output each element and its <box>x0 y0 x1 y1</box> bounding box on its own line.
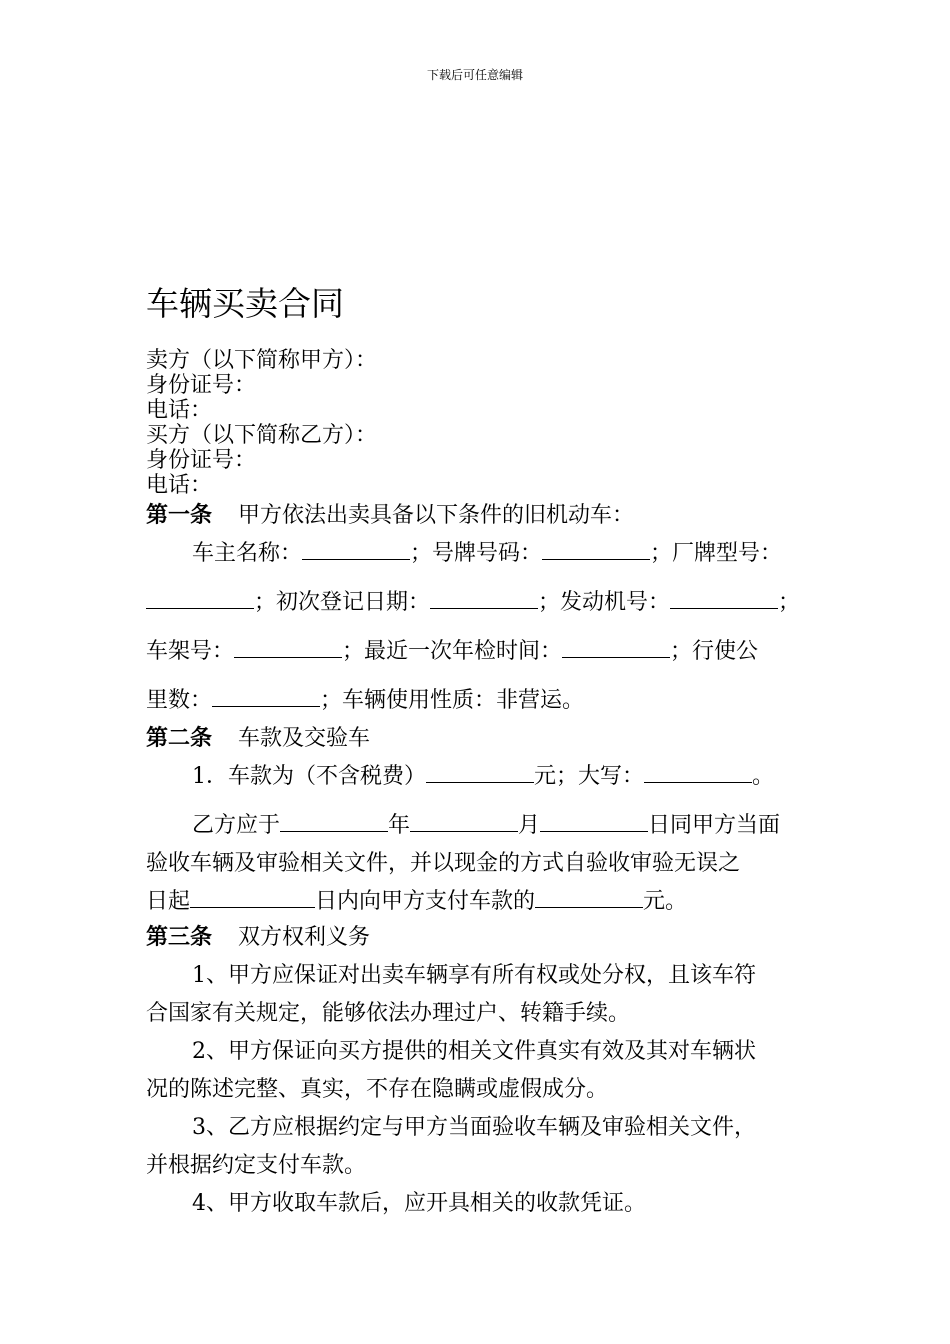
usage-nature-text: ；车辆使用性质：非营运。 <box>320 688 585 713</box>
owner-name-label: 车主名称： <box>192 541 303 566</box>
seller-phone-line: 电话： <box>146 398 213 423</box>
model-label: ；厂牌型号： <box>650 541 783 566</box>
year-blank <box>280 813 388 832</box>
buyer-line: 买方（以下简称乙方）： <box>146 423 378 448</box>
mileage-blank <box>212 688 320 707</box>
month-blank <box>410 813 518 832</box>
day-text: 日同甲方当面 <box>648 813 781 838</box>
first-registration-label: ；初次登记日期： <box>254 590 431 615</box>
month-label: 月 <box>518 813 541 838</box>
article-1-line-2 <box>146 585 800 616</box>
article-1-line-3 <box>146 634 758 665</box>
price-uppercase-label: 元；大写： <box>534 764 645 789</box>
day-blank <box>540 813 648 832</box>
mileage-label-cont: 里数： <box>146 688 213 713</box>
article-3-line-4: 况的陈述完整、真实，不存在隐瞒或虚假成分。 <box>146 1077 609 1102</box>
price-blank <box>426 764 534 783</box>
first-registration-blank <box>430 590 538 609</box>
days-blank <box>190 889 315 908</box>
header-note: 下载后可任意编辑 <box>426 68 523 82</box>
article-1-heading <box>146 498 634 529</box>
article-3-number: 第三条 <box>146 924 213 950</box>
plate-number-label: ；号牌号码： <box>410 541 543 566</box>
buyer-phone-line: 电话： <box>146 473 213 498</box>
article-2-title: 车款及交验车 <box>238 726 371 751</box>
article-1-line-1 <box>192 536 782 567</box>
article-2-number: 第二条 <box>146 725 213 751</box>
seller-id-line: 身份证号： <box>146 373 257 398</box>
article-2-para-1 <box>192 759 774 790</box>
article-3-line-2: 合国家有关规定，能够依法办理过户、转籍手续。 <box>146 1001 631 1026</box>
seller-line: 卖方（以下简称甲方）： <box>146 348 378 373</box>
article-3-line-6: 并根据约定支付车款。 <box>146 1153 367 1178</box>
vin-label: 车架号： <box>146 639 235 664</box>
article-3-title: 双方权利义务 <box>238 925 371 950</box>
article-3-line-7: 4、甲方收取车款后，应开具相关的收款凭证。 <box>192 1191 646 1216</box>
mileage-label: ；行使公 <box>670 639 759 664</box>
article-3-line-1: 1、甲方应保证对出卖车辆享有所有权或处分权，且该车符 <box>192 963 756 988</box>
yuan-text: 元。 <box>643 889 688 914</box>
vin-blank <box>234 639 342 658</box>
article-2-para-2-line-2: 验收车辆及审验相关文件，并以现金的方式自验收审验无误之 <box>146 851 741 876</box>
inspection-date-label: ；最近一次年检时间： <box>342 639 563 664</box>
model-blank <box>146 590 254 609</box>
period: 。 <box>752 764 775 789</box>
article-2-para-2-line-1 <box>192 808 780 839</box>
price-label: 1．车款为（不含税费） <box>192 764 426 789</box>
article-1-line-4 <box>146 683 584 714</box>
buyer-shall-text: 乙方应于 <box>192 813 281 838</box>
payment-text: 日内向甲方支付车款的 <box>315 889 536 914</box>
article-2-heading <box>146 721 370 752</box>
engine-number-blank <box>670 590 778 609</box>
price-uppercase-blank <box>644 764 752 783</box>
separator: ； <box>778 590 801 615</box>
engine-number-label: ；发动机号： <box>538 590 671 615</box>
article-3-line-5: 3、乙方应根据约定与甲方当面验收车辆及审验相关文件， <box>192 1115 756 1140</box>
article-2-para-2-line-3 <box>146 884 687 915</box>
article-1-number: 第一条 <box>146 502 213 528</box>
owner-name-blank <box>302 541 410 560</box>
article-3-heading <box>146 920 370 951</box>
amount-blank <box>535 889 643 908</box>
plate-number-blank <box>542 541 650 560</box>
year-label: 年 <box>388 813 411 838</box>
article-1-title: 甲方依法出卖具备以下条件的旧机动车： <box>238 503 635 528</box>
inspection-date-blank <box>562 639 670 658</box>
from-day-text: 日起 <box>146 889 191 914</box>
article-3-line-3: 2、甲方保证向买方提供的相关文件真实有效及其对车辆状 <box>192 1039 756 1064</box>
buyer-id-line: 身份证号： <box>146 448 257 473</box>
contract-title: 车辆买卖合同 <box>146 284 344 323</box>
